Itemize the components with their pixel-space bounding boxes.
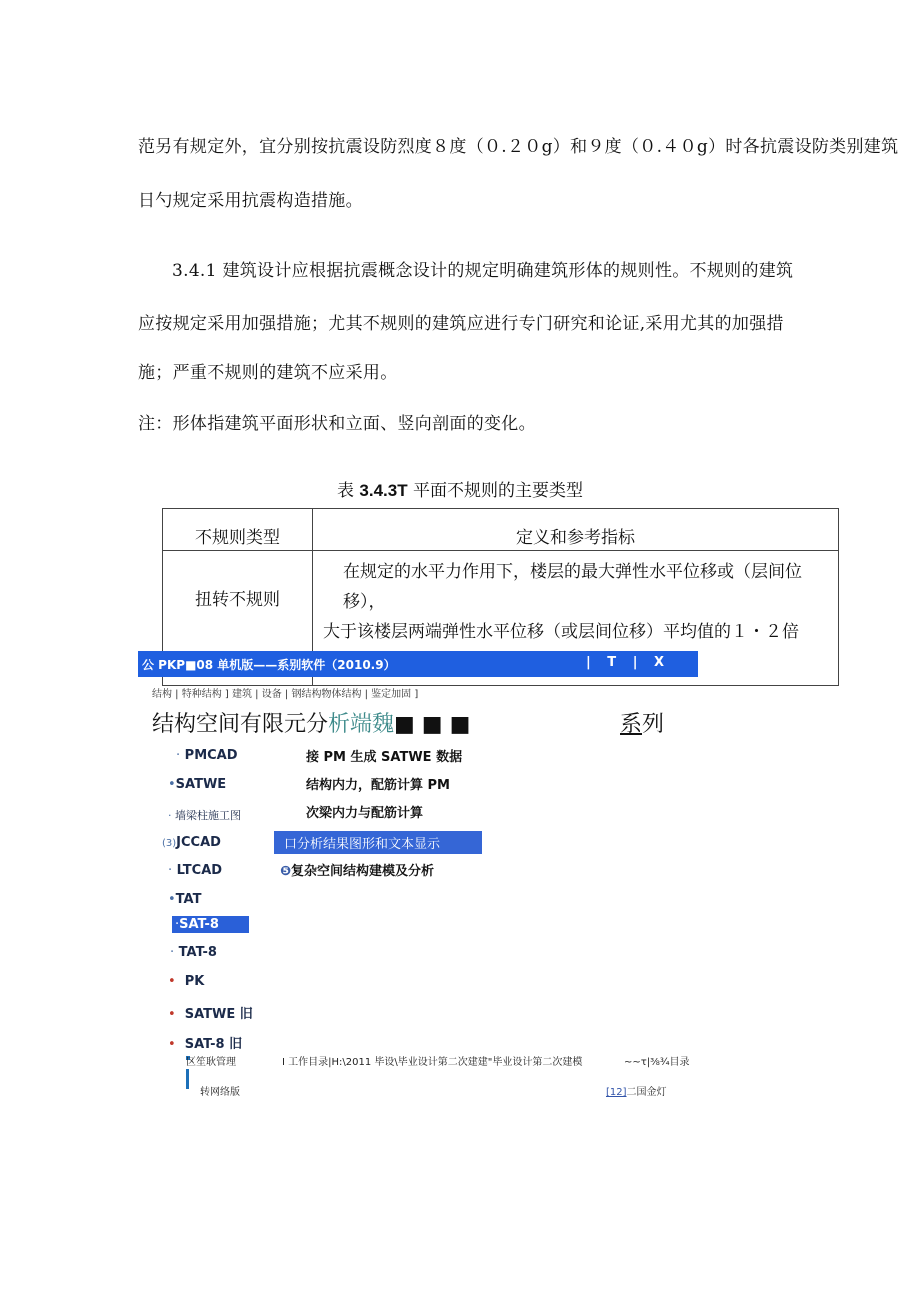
- header-type: 不规则类型: [163, 509, 313, 551]
- table-caption: [0, 476, 920, 501]
- paragraph-line: 施；严重不规则的建筑不应采用。: [138, 363, 398, 383]
- paragraph-line: 3.4.1 建筑设计应根据抗震概念设计的规定明确建筑形体的规则性。不规则的建筑: [172, 261, 794, 281]
- status-marker: [186, 1069, 189, 1089]
- bullet-icon: ·: [175, 917, 180, 932]
- window-title: 公 PKP■08 单机版——系别软件（2010.9）: [142, 658, 396, 672]
- program-item-wall-beam-column[interactable]: [168, 807, 241, 823]
- status-path: I 工作目录|H:\2011 毕设\毕业设计第二次建建"毕业设计第二次建模: [282, 1057, 583, 1068]
- note-line: 注：形体指建筑平面形状和立面、竖向剖面的变化。: [138, 414, 536, 434]
- headline-part: 析端魏: [328, 712, 395, 737]
- header-definition: 定义和参考指标: [313, 509, 839, 551]
- program-label: SATWE 旧: [184, 1007, 253, 1022]
- bullet-icon: ·: [168, 863, 173, 878]
- definition-line: 在规定的水平力作用下，楼层的最大弹性水平位移或（层间位移），: [343, 562, 802, 612]
- program-item-tat8[interactable]: [170, 945, 217, 960]
- status-left2[interactable]: 转网络版: [200, 1087, 240, 1098]
- program-label: JCCAD: [176, 835, 221, 850]
- action-internal-force-calc[interactable]: 结构内力，配筋计算 PM: [306, 778, 450, 793]
- program-item-satwe[interactable]: [168, 777, 226, 792]
- bullet-icon: ·: [170, 945, 175, 960]
- action-label: 复杂空间结构建模及分析: [291, 864, 435, 879]
- headline-part: ■ ■ ■: [394, 712, 471, 737]
- series-label: [620, 707, 664, 738]
- bullet-icon: •: [168, 1037, 176, 1052]
- program-label: SAT-8: [179, 917, 219, 932]
- table-header-row: [163, 509, 839, 551]
- program-item-tat[interactable]: [168, 892, 201, 907]
- bullet-icon: •: [168, 974, 176, 989]
- status-right1[interactable]: ~~τ|⅜¾目录: [624, 1057, 690, 1068]
- caption-prefix: 表: [336, 481, 354, 501]
- program-item-pmcad[interactable]: [176, 748, 238, 763]
- window-titlebar: [138, 651, 698, 677]
- program-item-sat8-old[interactable]: [168, 1033, 242, 1052]
- paragraph-line: 日勺规定采用抗震构造措施。: [138, 191, 363, 211]
- caption-number: 3.4.3T: [359, 481, 408, 500]
- paragraph-line: 应按规定采用加强措施；尤其不规则的建筑应进行专门研究和论证,采用尤其的加强措: [138, 314, 784, 334]
- status-right2-num: [12]: [606, 1087, 627, 1098]
- bullet-icon: •: [168, 892, 176, 907]
- program-label: TAT: [175, 892, 202, 907]
- definition-line: 大于该楼层两端弹性水平位移（或层间位移）平均值的１・２倍: [323, 622, 799, 642]
- action-show-results[interactable]: 口分析结果图形和文本显示: [274, 831, 482, 854]
- program-item-pk[interactable]: [168, 974, 204, 989]
- program-label: PK: [184, 974, 205, 989]
- bullet-icon: (3): [162, 838, 177, 849]
- status-right2[interactable]: [606, 1083, 667, 1098]
- caption-title: 平面不规则的主要类型: [413, 481, 583, 501]
- action-secondary-beam-calc[interactable]: 次梁内力与配筋计算: [306, 806, 424, 821]
- series-rest: 列: [642, 712, 665, 737]
- program-label: LTCAD: [176, 863, 223, 878]
- program-label: 墙梁柱施工图: [175, 809, 241, 822]
- bullet-icon: ❺: [280, 864, 292, 879]
- status-left1[interactable]: 区笙耿管理: [186, 1057, 236, 1068]
- menu-bar[interactable]: 结构 | 特种结构 ] 建筑 | 设备 | 钢结构物体结构 | 鉴定加固 ]: [152, 689, 419, 700]
- program-label: SAT-8 旧: [184, 1037, 243, 1052]
- program-label: SATWE: [175, 777, 227, 792]
- paragraph-line: 范另有规定外，宜分别按抗震设防烈度８度（０.２０g）和９度（０.４０g）时各抗震设防类别建筑: [138, 137, 899, 157]
- program-item-ltcad[interactable]: [168, 863, 222, 878]
- program-item-satwe-old[interactable]: [168, 1003, 253, 1022]
- program-item-sat8[interactable]: [172, 916, 249, 933]
- headline-part: 结构空间有限元分: [152, 712, 329, 737]
- bullet-icon: ·: [176, 748, 181, 763]
- cell-type: 扭转不规则: [163, 551, 313, 686]
- series-underlined: 系: [620, 712, 643, 737]
- bullet-icon: •: [168, 777, 176, 792]
- bullet-icon: •: [168, 1007, 176, 1022]
- module-headline: [152, 707, 470, 738]
- action-generate-satwe-data[interactable]: 接 PM 生成 SATWE 数据: [306, 750, 463, 765]
- program-label: PMCAD: [184, 748, 238, 763]
- program-item-jccad[interactable]: [162, 835, 221, 850]
- action-complex-modeling[interactable]: [280, 860, 434, 879]
- program-label: TAT-8: [178, 945, 217, 960]
- window-controls[interactable]: | T | X: [586, 655, 670, 670]
- status-right2-text: 二国金灯: [626, 1087, 667, 1098]
- bullet-icon: ·: [168, 809, 172, 822]
